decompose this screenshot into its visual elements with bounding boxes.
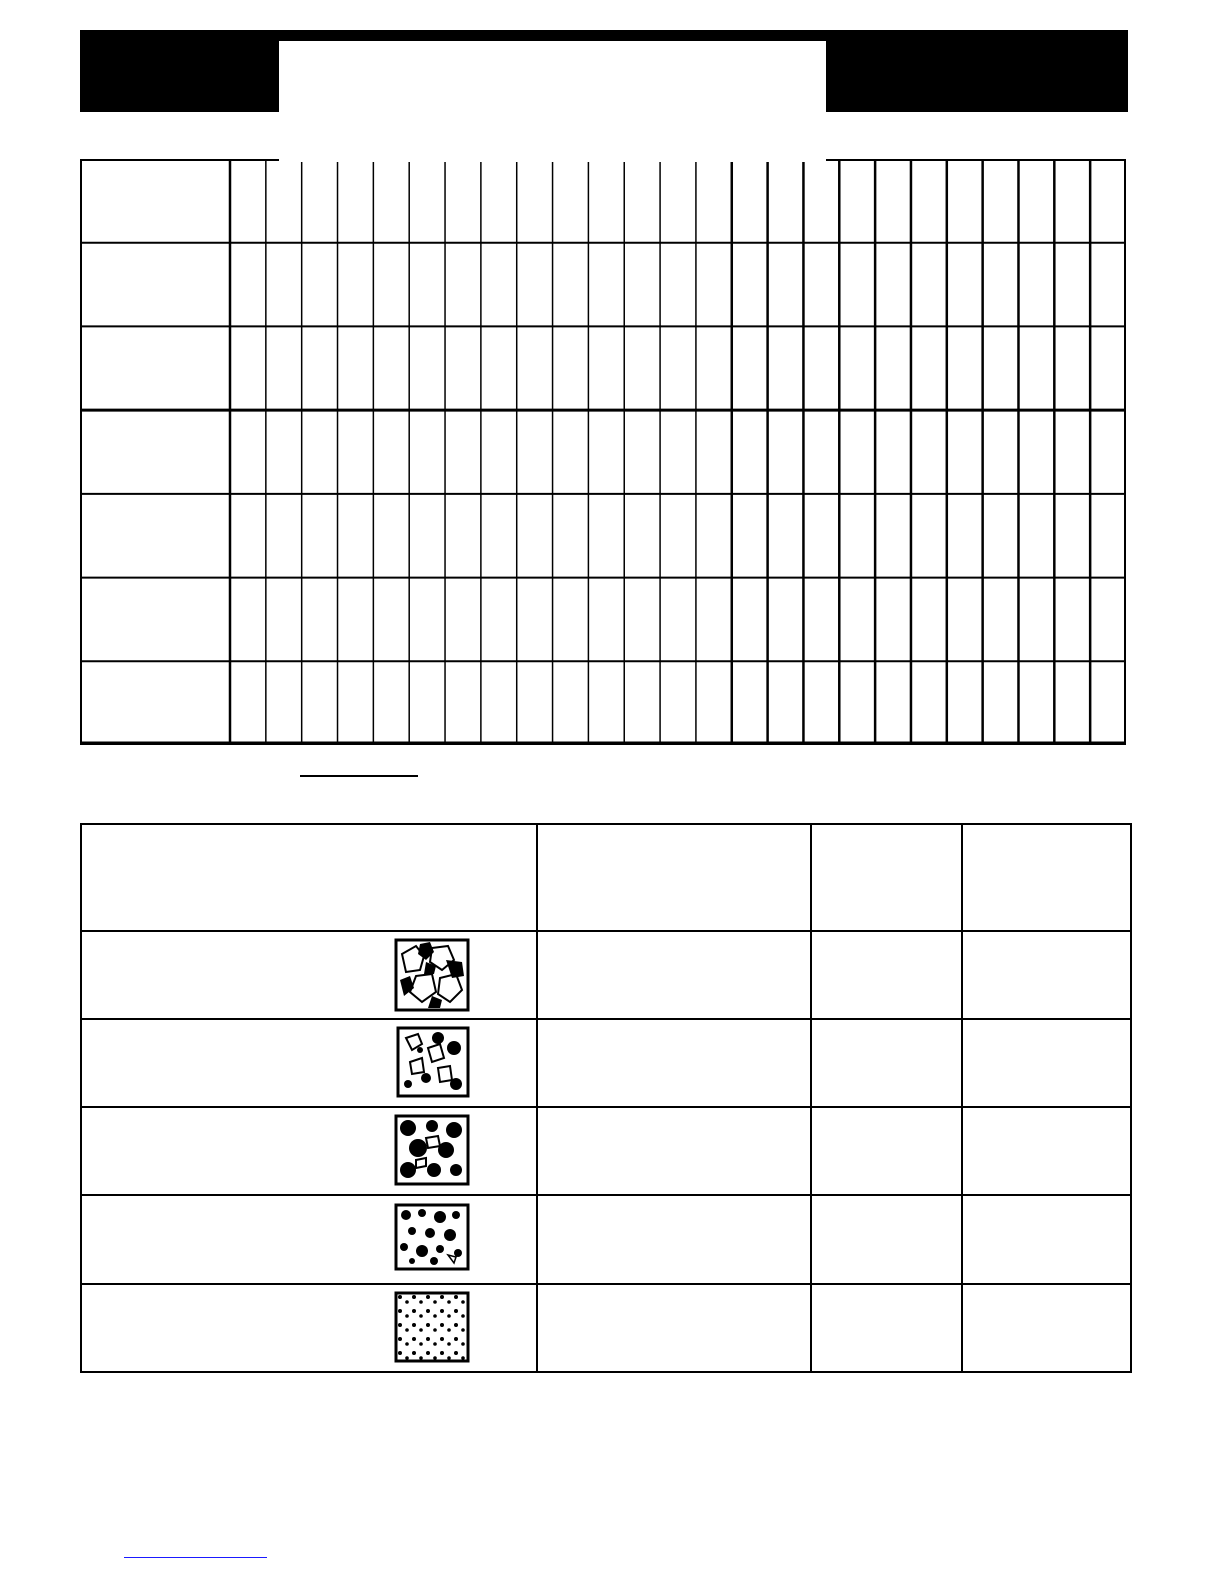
legend-table xyxy=(80,823,1132,1373)
coarse-aggregate-icon xyxy=(396,940,468,1010)
grid-table xyxy=(80,159,1126,745)
page-title xyxy=(279,41,826,112)
dense-aggregate-icon xyxy=(396,1116,468,1184)
grid-table-border xyxy=(81,160,1125,744)
legend-table-border xyxy=(81,824,1131,1372)
fine-aggregate-icon xyxy=(396,1205,468,1269)
grid-columns xyxy=(230,159,1090,745)
medium-aggregate-icon xyxy=(398,1028,468,1096)
header-title-box-tail xyxy=(279,152,826,162)
grid-rows xyxy=(80,243,1126,662)
section-underline xyxy=(300,775,418,777)
legend-grid-lines xyxy=(80,823,1132,1373)
footer-link-underline[interactable] xyxy=(124,1557,267,1558)
speckled-aggregate-icon xyxy=(396,1293,468,1361)
